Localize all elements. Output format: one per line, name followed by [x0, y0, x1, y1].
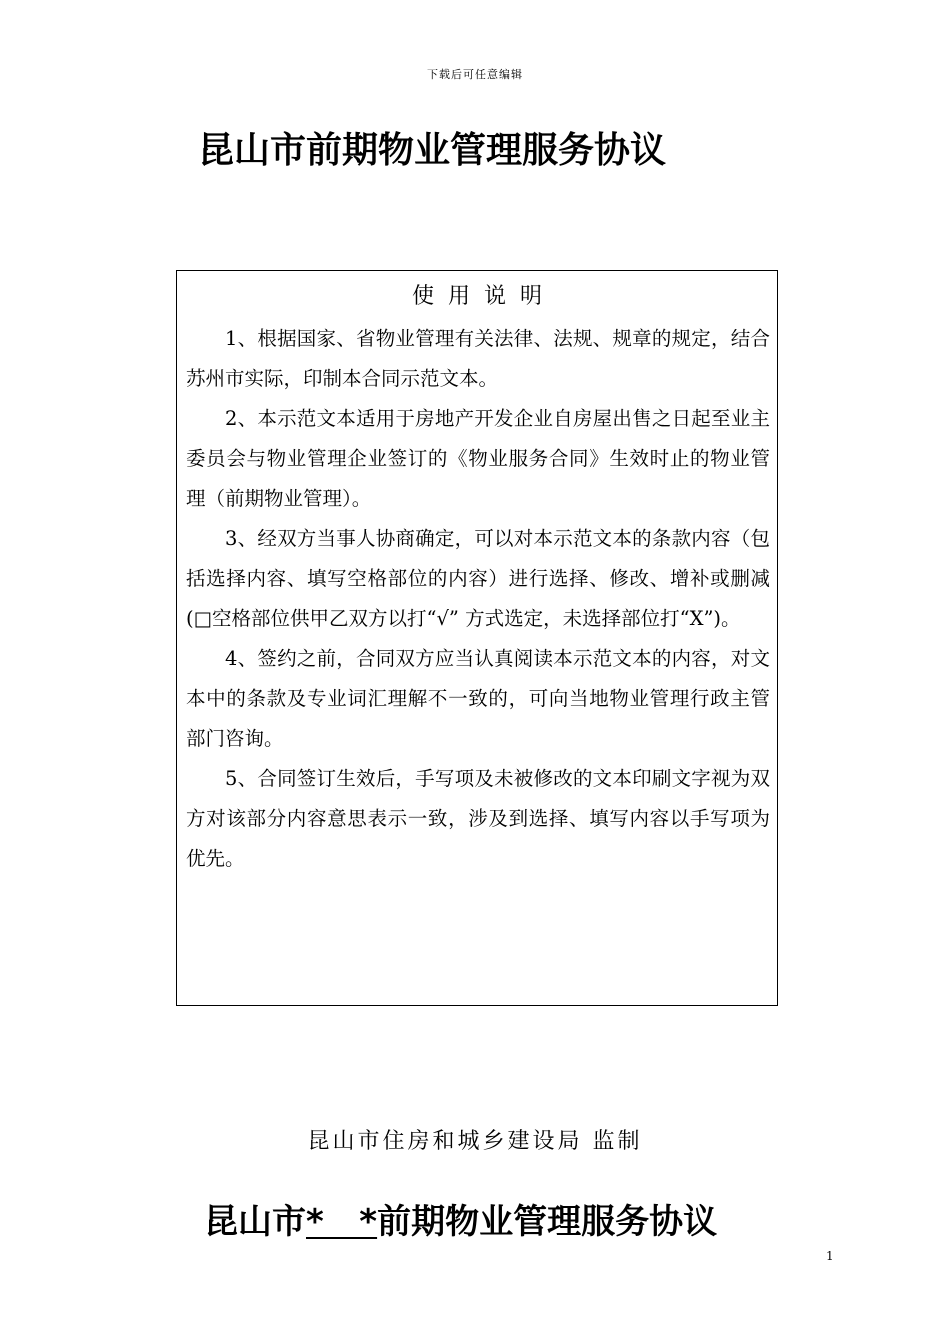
clause-5: 5、合同签订生效后，手写项及未被修改的文本印刷文字视为双方对该部分内容意思表示一致，涉及到选择、填写内容以手写项为优先。 — [186, 767, 770, 870]
agreement-title-prefix: 昆山市 — [204, 1202, 306, 1242]
supervisor-line: 昆山市住房和城乡建设局 监制 — [307, 1129, 643, 1154]
agreement-title — [204, 1194, 717, 1243]
instructions-box — [176, 270, 778, 1006]
clause-1: 1、根据国家、省物业管理有关法律、法规、规章的规定，结合苏州市实际，印制本合同示范文本。 — [186, 327, 770, 390]
clause-3: 3、经双方当事人协商确定，可以对本示范文本的条款内容（包括选择内容、填写空格部位的内容）进行选择、修改、增补或删减(□空格部位供甲乙双方以打“√” 方式选定，未选择部位打“X”)。 — [186, 527, 770, 630]
agreement-title-suffix: 前期物业管理服务协议 — [377, 1202, 718, 1242]
instructions-clauses — [186, 319, 770, 879]
page-number: 1 — [826, 1249, 834, 1263]
page-title: 昆山市前期物业管理服务协议 — [198, 130, 667, 171]
header-note: 下载后可任意编辑 — [427, 68, 523, 81]
clause-4: 4、签约之前，合同双方应当认真阅读本示范文本的内容，对文本中的条款及专业词汇理解不一致的，可向当地物业管理行政主管部门咨询。 — [186, 647, 770, 750]
clause-2: 2、本示范文本适用于房地产开发企业自房屋出售之日起至业主委员会与物业管理企业签订的《物业服务合同》生效时止的物业管理（前期物业管理）。 — [186, 407, 770, 510]
agreement-title-blank: * * — [306, 1202, 378, 1242]
instructions-heading: 使用说明 — [411, 284, 556, 309]
